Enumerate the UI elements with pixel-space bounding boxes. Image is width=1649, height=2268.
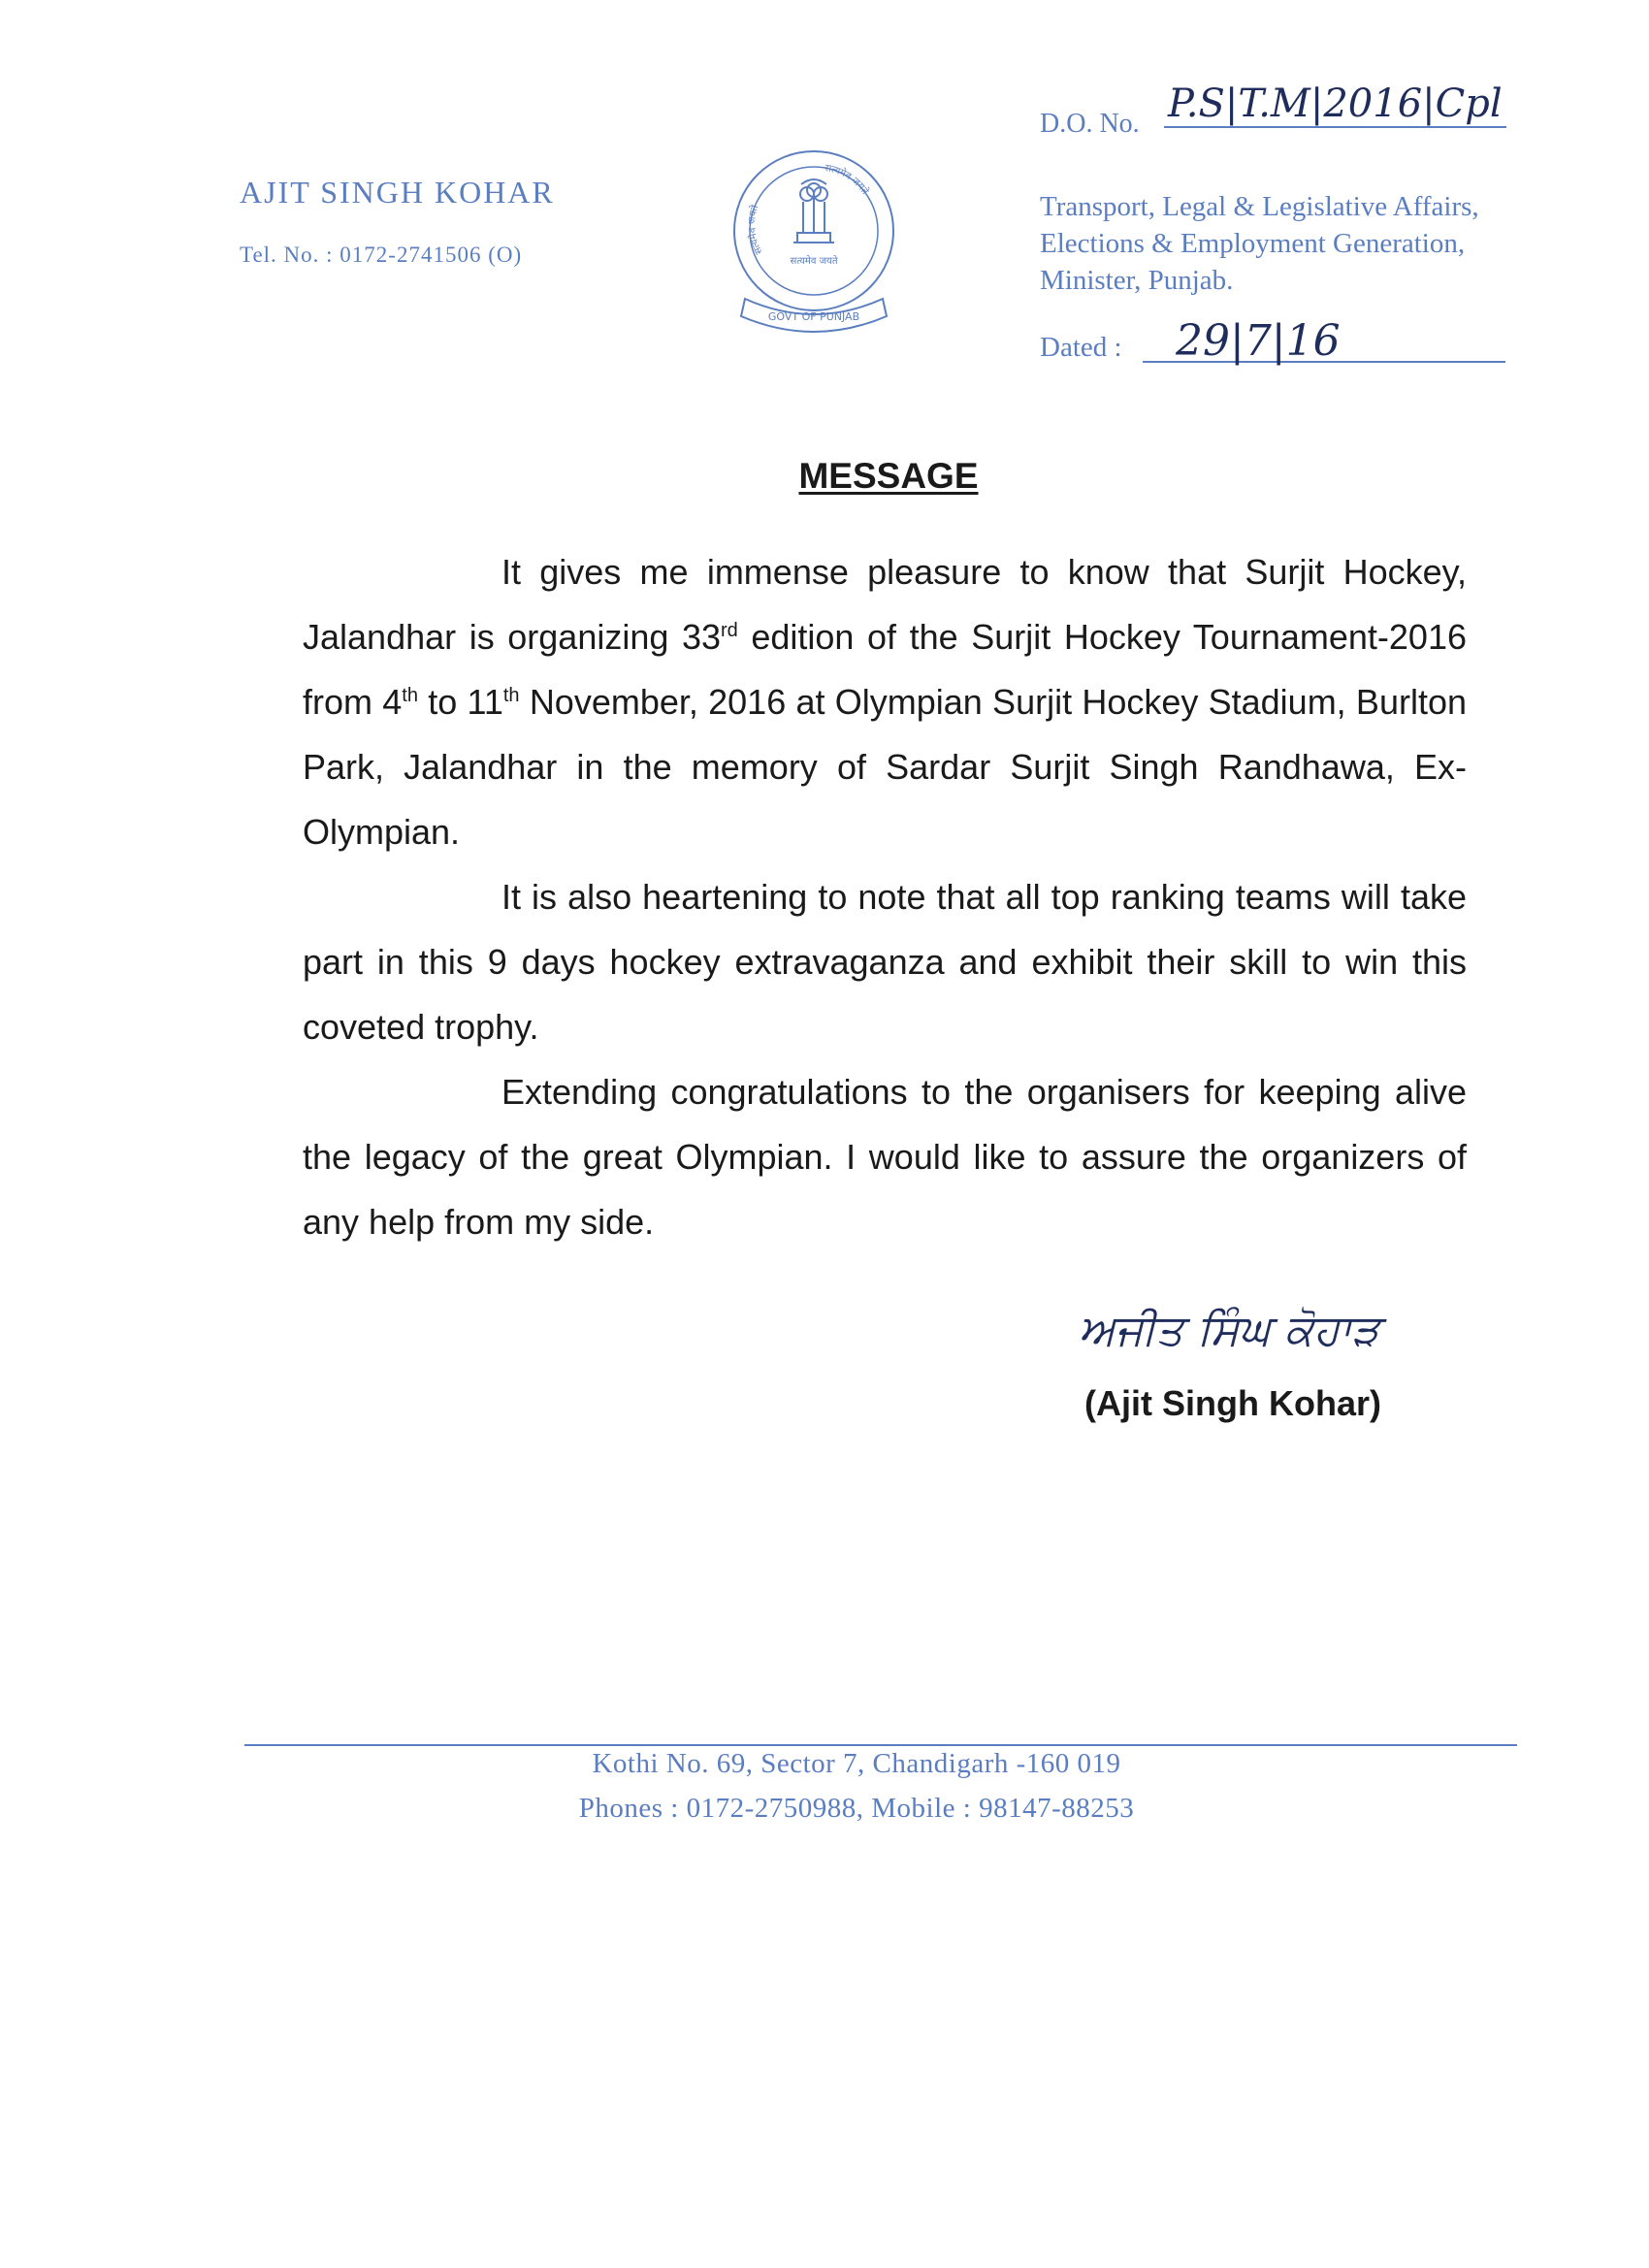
minister-office [1040,188,1544,299]
footer-divider [244,1744,1517,1746]
sender-telephone: Tel. No. : 0172-2741506 (O) [240,243,523,267]
footer-phones: Phones : 0172-2750988, Mobile : 98147-88253 [578,1793,1135,1824]
emblem-ribbon-text: GOVT OF PUNJAB [767,310,860,323]
footer-address: Kothi No. 69, Sector 7, Chandigarh -160 019 [592,1748,1121,1779]
message-title: MESSAGE [798,456,979,496]
dated-row [1040,316,1341,366]
punjab-government-emblem-icon [726,136,902,340]
office-line: Transport, Legal & Legislative Affairs, [1040,191,1479,222]
emblem-motto: सत्यमेव जयते [790,256,838,267]
dated-label: Dated : [1040,332,1122,363]
emblem-right-text: सत्यमेव जयते [824,163,871,197]
message-paragraph-2: It is also heartening to note that all top ranking teams will take part in this 9 days hockey extravaganza and exhibit their skill to win this coveted trophy. [303,877,1467,1047]
do-number-handwritten: P.S|T.M|2016|Cpl [1164,81,1506,128]
dated-handwritten: 29|7|16 [1176,316,1341,366]
handwritten-signature: ਅਜੀਤ ਸਿੰਘ ਕੋਹਾੜ [1079,1306,1380,1355]
message-paragraph-3: Extending congratulations to the organisers for keeping alive the legacy of the great Olympian. I would like to assure the organizers of any help from my side. [303,1072,1467,1242]
message-body [303,539,1467,1254]
do-number-row [1040,81,1503,140]
sender-name: AJIT SINGH KOHAR [240,175,555,210]
office-line: Elections & Employment Generation, [1040,228,1466,259]
do-number-label: D.O. No. [1040,109,1140,139]
message-paragraph-1: It gives me immense pleasure to know that Surjit Hockey, Jalandhar is organizing 33rd edition of the Surjit Hockey Tournament-2016 from 4th to 11th November, 2016 at Olympian Surjit Hockey Stadium, Burlton Park, Jalandhar in the memory of Sardar Surjit Singh Randhawa, Ex-Olympian. [303,552,1467,852]
emblem-left-text: सत्यमेव जयते [747,204,765,256]
office-line: Minister, Punjab. [1040,265,1234,296]
signatory-name: (Ajit Singh Kohar) [1084,1383,1381,1423]
